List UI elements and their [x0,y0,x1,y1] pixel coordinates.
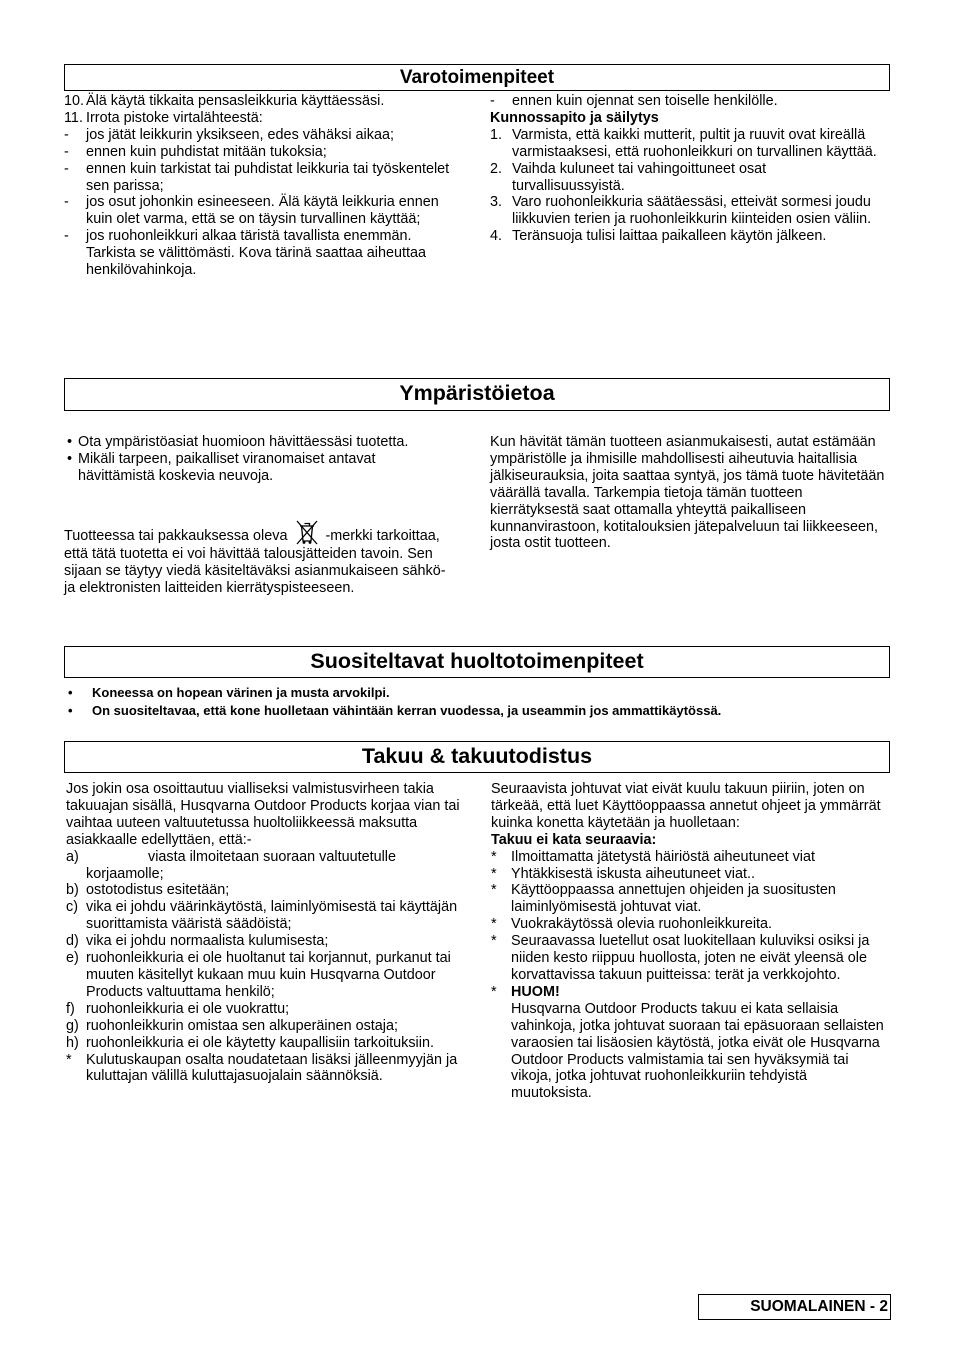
list-item: 1. Varmista, että kaikki mutterit, pultit ja ruuvit ovat kireällä varmistaaksesi, että ruohonleikkuri on turvallinen käyttää. [490,126,877,160]
list-item: - jos osut johonkin esineeseen. Älä käytä leikkuria ennen kuin olet varma, että se on täysin turvallinen käyttää; [64,194,439,228]
list-item: 10. Älä käytä tikkaita pensasleikkuria käyttäessäsi. [64,93,385,109]
list-item: * Vuokrakäytössä olevia ruohonleikkureita. [491,916,773,933]
list-item: e) ruohonleikkuria ei ole huoltanut tai korjannut, purkanut tai muuten käsitellyt kukaan muu kuin Husqvarna Outdoor Products valtuuttama henkilö; [66,950,451,1000]
precautions-right-column [490,93,882,245]
list-item: • On suositeltavaa, että kone huolletaan vähintään kerran vuodessa, ja useammin jos ammattikäytössä. [68,702,722,718]
list-item: 2. Vaihda kuluneet tai vahingoittuneet osat turvallisuussyistä. [490,160,767,194]
list-item: a) viasta ilmoitetaan suoraan valtuutetulle korjaamolle; [66,848,396,882]
list-item: g) ruohonleikkurin omistaa sen alkuperäinen ostaja; [66,1017,398,1034]
list-item: d) vika ei johdu normaalista kulumisesta; [66,933,329,950]
list-item: 4. Teränsuoja tulisi laittaa paikalleen käytön jälkeen. [490,228,827,245]
list-item: - ennen kuin puhdistat mitään tukoksia; [64,143,327,160]
list-item: h) ruohonleikkuria ei ole käytetty kaupallisiin tarkoituksiin. [66,1034,434,1051]
list-item: * Käyttöoppaassa annettujen ohjeiden ja suositusten laiminlyömisestä johtuvat viat. [491,882,836,916]
list-item: - jos ruohonleikkuri alkaa täristä tavallista enemmän. Tarkista se välittömästi. Kova tärinä saattaa aiheuttaa henkilövahinkoja. [64,228,426,279]
list-item: 11. Irrota pistoke virtalähteestä: [64,109,263,126]
list-item: - ennen kuin tarkistat tai puhdistat leikkuria tai työskentelet sen parissa; [64,160,450,194]
list-item: - jos jätät leikkurin yksikseen, edes vähäksi aikaa; [64,126,394,143]
list-item: * Yhtäkkisestä iskusta aiheutuneet viat.. [491,865,755,882]
section-title-environment: Ympäristöietoa [64,378,890,411]
list-item: • Ota ympäristöasiat huomioon hävittäessäsi tuotetta. [67,434,409,450]
warranty-intro: Jos jokin osa osoittautuu vialliseksi valmistusvirheen takia takuuajan sisällä, Husqvarna Outdoor Products korjaa vian tai vaihtaa uuteen valtuutetussa huoltoliikkeessä maksutta asiakkaalle edellyttäen, että:- [66,781,460,848]
list-item: 3. Varo ruohonleikkuria säätäessäsi, etteivät sormesi joudu liikkuvien terien ja ruohonleikkurin kiinteiden osien väliin. [490,194,872,228]
warranty-left-column [66,781,466,1085]
environment-right-column [490,434,890,552]
section-title-service: Suositeltavat huoltotoimenpiteet [64,646,890,678]
maintenance-heading: Kunnossapito ja säilytys [490,109,659,126]
section-title-warranty: Takuu & takuutodistus [64,741,890,773]
environment-left-column [64,434,456,596]
weee-paragraph: Tuotteessa tai pakkauksessa oleva -merkki tarkoittaa, että tätä tuotetta ei voi hävittää talousjätteiden tavoin. Sen sijaan se täytyy viedä käsiteltäväksi asianmukaiseen sähkö- ja elektronisten laitteiden kierrätyspisteeseen. [64,518,456,597]
list-item: c) vika ei johdu väärinkäytöstä, laiminlyömisestä tai käyttäjän suorittamista vääristä säädöistä; [66,899,458,933]
list-item: * Ilmoittamatta jätetystä häiriöstä aiheutuneet viat [491,848,815,865]
list-item: * HUOM! [491,983,560,1000]
environment-paragraph: Kun hävität tämän tuotteen asianmukaisesti, autat estämään ympäristölle ja ihmisille mahdollisesti aiheutuvia haitallisia jälkiseurauksia, joita saattaa syntyä, jos tämä tuote hävitetään väärällä tavalla. Tarkempia tietoja tämän tuotteen kierrätyksestä saat ottamalla yhteyttä paikalliseen kunnanvirastoon, kotitalouksien jätepalveluun tai liikkeeseen, josta ostit tuotteen. [490,434,885,552]
list-item: • Koneessa on hopean värinen ja musta arvokilpi. [68,685,390,700]
page-footer-label: SUOMALAINEN - 2 [698,1294,891,1320]
service-list [64,684,890,719]
warranty-right-column [491,781,891,1102]
list-item: • Mikäli tarpeen, paikalliset viranomaiset antavat hävittämistä koskevia neuvoja. [67,450,376,484]
not-covered-heading: Takuu ei kata seuraavia: [491,831,657,848]
precautions-left-column [64,93,456,279]
list-item: * Seuraavassa luetellut osat luokitellaan kuluviksi osiksi ja niiden kesto riippuu huollosta, joten ne eivät yleensä ole korvattavissa takuun puitteissa: terät ja verkkojohto. [491,933,870,983]
section-title-precautions: Varotoimenpiteet [64,64,890,91]
warranty-right-intro: Seuraavista johtuvat viat eivät kuulu takuun piiriin, joten on tärkeää, että luet Käyttöoppaassa annetut ohjeet ja ymmärrät kuinka konetta käytetään ja huolletaan: [491,781,881,831]
list-item: f) ruohonleikkuria ei ole vuokrattu; [66,1000,290,1017]
list-item: b) ostotodistus esitetään; [66,882,230,899]
list-item: - ennen kuin ojennat sen toiselle henkilölle. [490,93,778,109]
list-item: * Kulutuskaupan osalta noudatetaan lisäksi jälleenmyyjän ja kuluttajan välillä kuluttajasuojalain säännöksiä. [66,1051,458,1085]
note-text: Husqvarna Outdoor Products takuu ei kata sellaisia vahinkoja, jotka johtuvat suoraan tai epäsuoraan sellaisten varaosien tai lisäosien käytöstä, jotka eivät ole Husqvarna Outdoor Products valmistamia tai sen hyväksymiä tai vikoja, jotka johtuvat ruohonleikkuriin tehdyistä muutoksista. [511,1000,884,1102]
crossed-bin-icon [293,518,321,546]
note-heading: HUOM! [511,983,560,1000]
